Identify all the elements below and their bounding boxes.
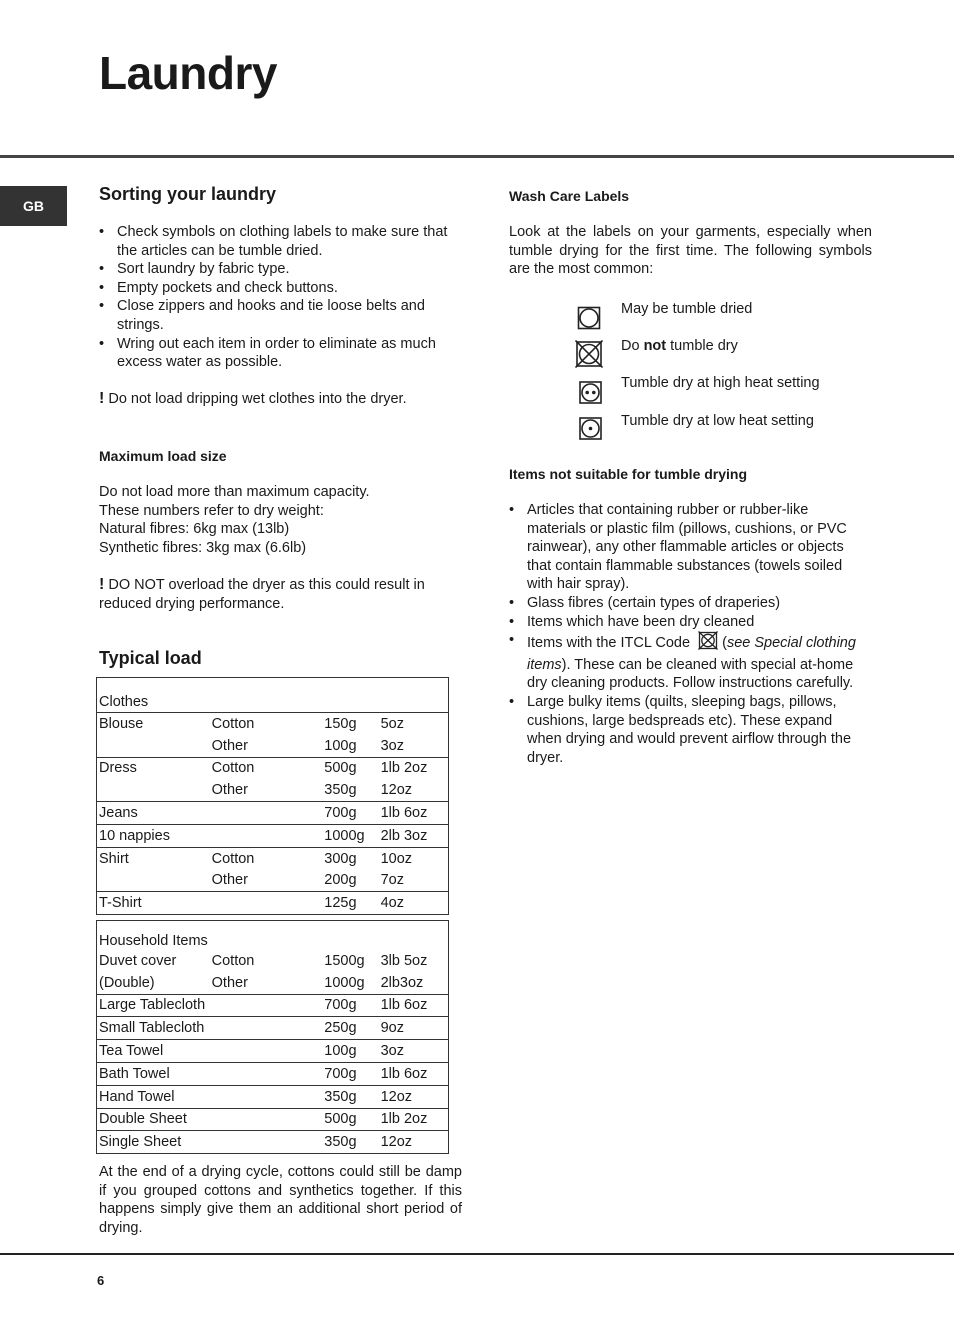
do-not-tumble-dry-icon xyxy=(575,340,603,368)
list-item: • Empty pockets and check buttons. xyxy=(99,279,451,298)
page-title: Laundry xyxy=(99,47,277,99)
table-row xyxy=(97,779,449,801)
itcl-open: ( xyxy=(718,635,727,652)
table-cell xyxy=(210,1017,323,1040)
table-row xyxy=(97,735,449,757)
symbol-label: Tumble dry at high heat setting xyxy=(621,375,820,391)
max-load-heading: Maximum load size xyxy=(99,448,227,464)
table-cell: Other xyxy=(210,779,323,801)
table-cell: 3lb 5oz xyxy=(380,952,428,969)
wash-care-heading: Wash Care Labels xyxy=(509,188,630,204)
table-row xyxy=(97,713,449,735)
not-suitable-heading: Items not suitable for tumble drying xyxy=(509,466,748,482)
table-cell: Cotton xyxy=(211,850,255,867)
table-cell: 3oz xyxy=(379,735,449,757)
table-cell: Jeans xyxy=(97,802,210,825)
table-cell: T-Shirt xyxy=(99,895,142,912)
table-cell: 3oz xyxy=(379,1040,449,1063)
table-row xyxy=(97,1131,449,1154)
language-tab: GB xyxy=(0,186,67,226)
page-number: 6 xyxy=(97,1273,105,1288)
sorting-warning xyxy=(99,390,459,409)
table-cell: Shirt xyxy=(99,850,129,867)
symbol-label xyxy=(621,338,738,354)
table-row xyxy=(97,892,449,915)
table-cell: 1lb 6oz xyxy=(379,1062,449,1085)
household-table xyxy=(96,920,449,1154)
symbol-label-suffix: tumble dry xyxy=(666,338,738,354)
warning-mark: ! xyxy=(99,576,105,593)
table-cell: 350g xyxy=(322,1085,378,1108)
table-cell: Other xyxy=(210,735,323,757)
table-cell: 1lb 2oz xyxy=(379,1108,449,1131)
table-cell: 150g xyxy=(324,715,357,732)
symbol-label-bold: not xyxy=(643,338,667,354)
symbol-label-prefix: Do xyxy=(621,338,644,354)
table-cell: 350g xyxy=(322,779,378,801)
table-cell: 1000g xyxy=(322,972,378,994)
table-cell: Other xyxy=(210,972,323,994)
table-cell: 1500g xyxy=(324,952,365,969)
table-cell xyxy=(97,735,210,757)
itcl-code-icon xyxy=(698,631,718,656)
table-row xyxy=(97,802,449,825)
table-cell: 300g xyxy=(324,850,357,867)
table-cell: 250g xyxy=(322,1017,378,1040)
max-load-line: These numbers refer to dry weight: xyxy=(99,502,324,519)
table-cell: 12oz xyxy=(379,779,449,801)
table-cell: Cotton xyxy=(211,760,255,777)
table-row xyxy=(97,972,449,994)
drying-note: At the end of a drying cycle, cottons could still be damp if you grouped cottons and synthetics together. If this happens simply give them an additional short period of drying. xyxy=(99,1164,462,1236)
table-cell: Large Tablecloth xyxy=(97,994,210,1017)
list-item: • Items which have been dry cleaned xyxy=(509,613,871,632)
table-cell: Blouse xyxy=(99,715,144,732)
table-cell: Cotton xyxy=(211,715,255,732)
list-item: • Wring out each item in order to eliminate as much excess water as possible. xyxy=(99,335,451,372)
table-cell: Cotton xyxy=(211,952,255,969)
table-cell: 1lb 6oz xyxy=(379,802,449,825)
warning-text: Do not load dripping wet clothes into the dryer. xyxy=(108,391,407,407)
table-header-row xyxy=(97,921,449,951)
table-cell: Small Tablecloth xyxy=(97,1017,210,1040)
list-item: • Glass fibres (certain types of draperies) xyxy=(509,594,871,613)
table-cell: 700g xyxy=(322,1062,378,1085)
warning-mark: ! xyxy=(99,390,105,407)
sorting-list xyxy=(99,223,451,372)
table-row xyxy=(97,1017,449,1040)
table-cell: 125g xyxy=(324,895,357,912)
list-item: • Large bulky items (quilts, sleeping bags, pillows, cushions, large bedspreads etc). These expand when drying and would prevent airflow through the dryer. xyxy=(509,693,871,767)
table-cell: 350g xyxy=(324,1134,357,1151)
table-cell xyxy=(210,1108,323,1131)
table-cell: Other xyxy=(210,870,323,892)
table-cell: 700g xyxy=(322,994,378,1017)
table-cell xyxy=(210,892,323,915)
table-cell xyxy=(210,802,323,825)
tumble-dry-high-heat-icon xyxy=(579,381,602,404)
table-cell: 12oz xyxy=(379,1085,449,1108)
table-cell xyxy=(97,779,210,801)
table-row xyxy=(97,1040,449,1063)
list-item: • Sort laundry by fabric type. xyxy=(99,260,451,279)
max-load-line: Do not load more than maximum capacity. xyxy=(99,484,370,500)
table-cell: Hand Towel xyxy=(97,1085,210,1108)
table-row xyxy=(97,757,449,779)
table-header: Household Items xyxy=(99,933,208,949)
table-cell: 100g xyxy=(322,1040,378,1063)
table-row xyxy=(97,994,449,1017)
table-cell: Single Sheet xyxy=(99,1134,182,1151)
list-item: • Close zippers and hooks and tie loose belts and strings. xyxy=(99,297,451,334)
bottom-divider xyxy=(0,1253,954,1255)
table-cell: (Double) xyxy=(97,972,210,994)
list-item: • Check symbols on clothing labels to make sure that the articles can be tumble dried. xyxy=(99,223,451,260)
max-load-line: Synthetic fibres: 3kg max (6.6lb) xyxy=(99,539,307,556)
table-header-row xyxy=(97,678,449,713)
table-cell: Duvet cover xyxy=(99,952,177,969)
tumble-dry-icon xyxy=(577,306,601,330)
list-item xyxy=(509,631,871,693)
table-cell: Double Sheet xyxy=(97,1108,210,1131)
table-cell: 7oz xyxy=(379,870,449,892)
not-suitable-list xyxy=(509,501,871,767)
itcl-prefix: Items with the ITCL Code xyxy=(527,635,691,652)
table-cell xyxy=(210,1085,323,1108)
table-row xyxy=(97,1085,449,1108)
table-cell xyxy=(210,994,323,1017)
overload-warning xyxy=(99,576,451,613)
typical-load-heading: Typical load xyxy=(99,648,202,668)
table-row xyxy=(97,1108,449,1131)
table-cell: 1lb 2oz xyxy=(380,760,428,777)
warning-text: DO NOT overload the dryer as this could result in reduced drying performance. xyxy=(99,577,425,612)
table-cell: 1000g xyxy=(322,824,378,847)
table-row xyxy=(97,870,449,892)
wash-care-intro: Look at the labels on your garments, especially when tumble drying for the first time. The following symbols are the most common: xyxy=(509,224,872,278)
tumble-dry-low-heat-icon xyxy=(579,417,602,440)
itcl-suffix: ). These can be cleaned with special at-home dry cleaning products. Follow instructions carefully. xyxy=(527,656,854,692)
clothes-table xyxy=(96,677,449,915)
table-cell: 2lb3oz xyxy=(379,972,449,994)
table-cell: 500g xyxy=(322,1108,378,1131)
table-cell xyxy=(210,1131,323,1154)
table-cell xyxy=(210,824,323,847)
table-cell: 9oz xyxy=(379,1017,449,1040)
table-cell: 4oz xyxy=(380,895,404,912)
table-row xyxy=(97,950,449,972)
table-header: Clothes xyxy=(97,678,449,713)
table-cell: 5oz xyxy=(380,715,404,732)
table-cell: 200g xyxy=(322,870,378,892)
table-cell: 500g xyxy=(324,760,357,777)
table-row xyxy=(97,824,449,847)
symbol-label: May be tumble dried xyxy=(621,301,753,317)
list-item: • Articles that containing rubber or rubber-like materials or plastic film (pillows, cushions, or PVC rainwear), any other flammable articles or objects that contain flammable substances (towels soiled with hair spray). xyxy=(509,501,871,594)
table-cell xyxy=(210,1040,323,1063)
table-cell: Bath Towel xyxy=(97,1062,210,1085)
table-cell: 2lb 3oz xyxy=(379,824,449,847)
table-cell: 100g xyxy=(322,735,378,757)
table-cell xyxy=(97,870,210,892)
table-cell: 700g xyxy=(322,802,378,825)
table-cell: 1lb 6oz xyxy=(379,994,449,1017)
top-divider xyxy=(0,155,954,158)
table-cell: 10oz xyxy=(380,850,413,867)
max-load-line: Natural fibres: 6kg max (13lb) xyxy=(99,521,290,538)
table-row xyxy=(97,1062,449,1085)
table-cell: 12oz xyxy=(380,1134,413,1151)
table-cell: Tea Towel xyxy=(97,1040,210,1063)
table-cell: Dress xyxy=(99,760,137,777)
itcl-reference: see Special clothing items xyxy=(527,635,856,673)
table-cell xyxy=(210,1062,323,1085)
table-cell: 10 nappies xyxy=(97,824,210,847)
symbol-label: Tumble dry at low heat setting xyxy=(621,413,814,429)
sorting-heading: Sorting your laundry xyxy=(99,184,277,204)
table-row xyxy=(97,847,449,869)
max-load-text xyxy=(99,483,459,557)
